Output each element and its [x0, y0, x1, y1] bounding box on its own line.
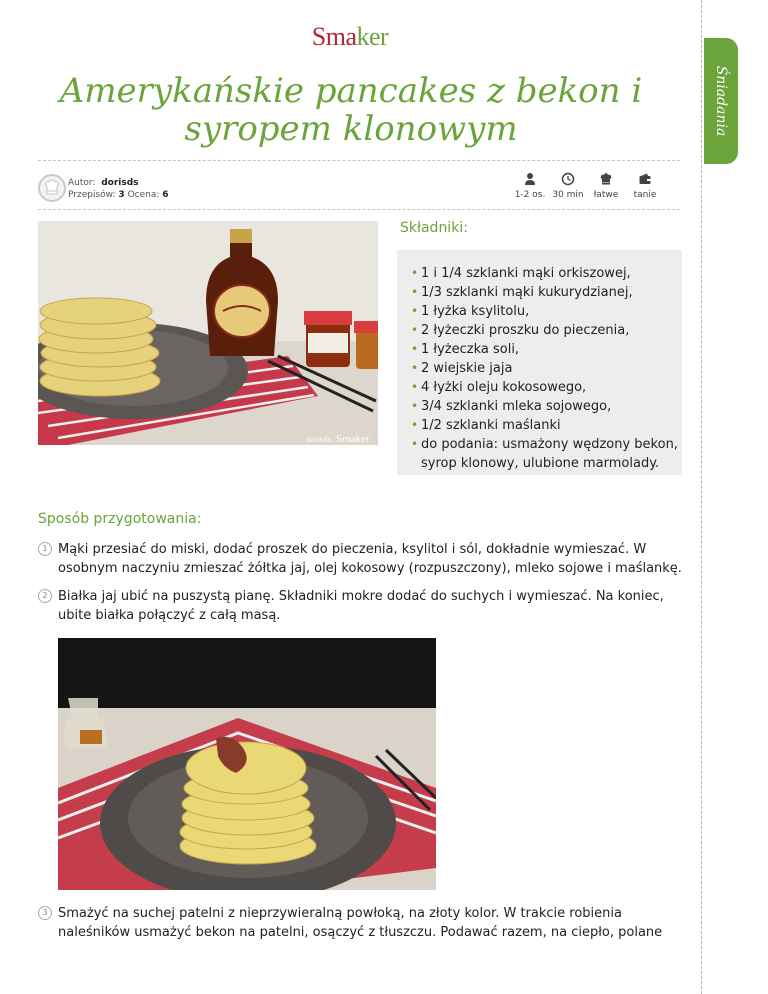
chef-avatar-icon [40, 176, 64, 200]
clock-icon [561, 172, 575, 186]
pancakes-syrup-photo [38, 221, 378, 445]
pancakes-bacon-photo [58, 638, 436, 890]
ingredient-item: • 3/4 szklanki mleka sojowego, [421, 397, 682, 416]
watermark-user: dorisds [306, 436, 332, 444]
logo-part1: Sma [311, 22, 357, 51]
author-avatar[interactable] [38, 174, 66, 202]
meta-servings [513, 172, 547, 200]
ingredients-list [397, 250, 682, 473]
logo-part2: ker [356, 22, 389, 51]
meta-servings-label: 1-2 os. [514, 190, 546, 200]
chef-hat-icon [599, 172, 613, 186]
rating-label: Ocena: [127, 190, 160, 200]
step-text: Mąki przesiać do miski, dodać proszek do pieczenia, ksylitol i sól, dokładnie wymieszać. W osobnym naczyniu zmieszać żółtka jaj, olej kokosowy (rozpuszczony), mleko sojowe i maślankę. [58, 542, 682, 576]
meta-time-label: 30 min [552, 190, 584, 200]
recipes-count: 3 [118, 190, 125, 200]
step-3 [38, 904, 688, 942]
wallet-icon [638, 172, 652, 186]
ingredient-item: • 1 łyżka ksylitolu, [421, 302, 682, 321]
ingredient-item: • 1/2 szklanki maślanki [421, 416, 682, 435]
person-icon [523, 172, 537, 186]
step-2 [38, 587, 688, 625]
recipe-photo-step[interactable] [58, 638, 436, 890]
ingredient-item: • 1 łyżeczka soli, [421, 340, 682, 359]
ingredient-item: • 1/3 szklanki mąki kukurydzianej, [421, 283, 682, 302]
ingredient-item: • 4 łyżki oleju kokosowego, [421, 378, 682, 397]
meta-cost [630, 172, 660, 200]
meta-difficulty-label: łatwe [593, 190, 619, 200]
watermark-brand: Smaker [336, 433, 370, 445]
recipes-label: Przepisów: [68, 190, 116, 200]
meta-cost-label: tanie [633, 190, 657, 200]
meta-difficulty [590, 172, 622, 200]
rating-value: 6 [162, 190, 169, 200]
meta-time [550, 172, 586, 200]
category-tab-label: Śniadania [713, 65, 729, 137]
category-tab[interactable] [704, 38, 738, 164]
step-number: 2 [38, 589, 52, 603]
ingredient-item: • 1 i 1/4 szklanki mąki orkiszowej, [421, 264, 682, 283]
page-divider-vertical [701, 0, 702, 994]
preparation-heading: Sposób przygotowania: [38, 511, 202, 527]
recipe-photo-main[interactable] [38, 221, 378, 445]
ingredients-box [397, 250, 682, 475]
ingredient-item: • do podania: usmażony wędzony bekon, syrop klonowy, ulubione marmolady. [421, 435, 682, 473]
step-1 [38, 540, 688, 578]
ingredient-item: • 2 łyżeczki proszku do pieczenia, [421, 321, 682, 340]
author-label: Autor: [68, 178, 96, 188]
step-number: 3 [38, 906, 52, 920]
ingredient-item: • 2 wiejskie jaja [421, 359, 682, 378]
recipe-title: Amerykańskie pancakes z bekon i syropem klonowym [59, 71, 643, 149]
divider-top [38, 160, 680, 161]
author-info [68, 177, 169, 201]
step-text: Smażyć na suchej patelni z nieprzywieralną powłoką, na złoty kolor. W trakcie robienia naleśników usmażyć bekon na patelni, osączyć z tłuszczu. Podawać razem, na ciepło, polane [58, 906, 663, 940]
ingredients-heading: Składniki: [400, 220, 468, 236]
divider-meta [38, 209, 680, 210]
step-text: Białka jaj ubić na puszystą pianę. Składniki mokre dodać do suchych i wymieszać. Na koniec, ubite białka połączyć z całą masą. [58, 589, 664, 623]
author-name[interactable]: dorisds [101, 178, 139, 188]
smaker-logo[interactable] [0, 22, 700, 52]
step-number: 1 [38, 542, 52, 556]
